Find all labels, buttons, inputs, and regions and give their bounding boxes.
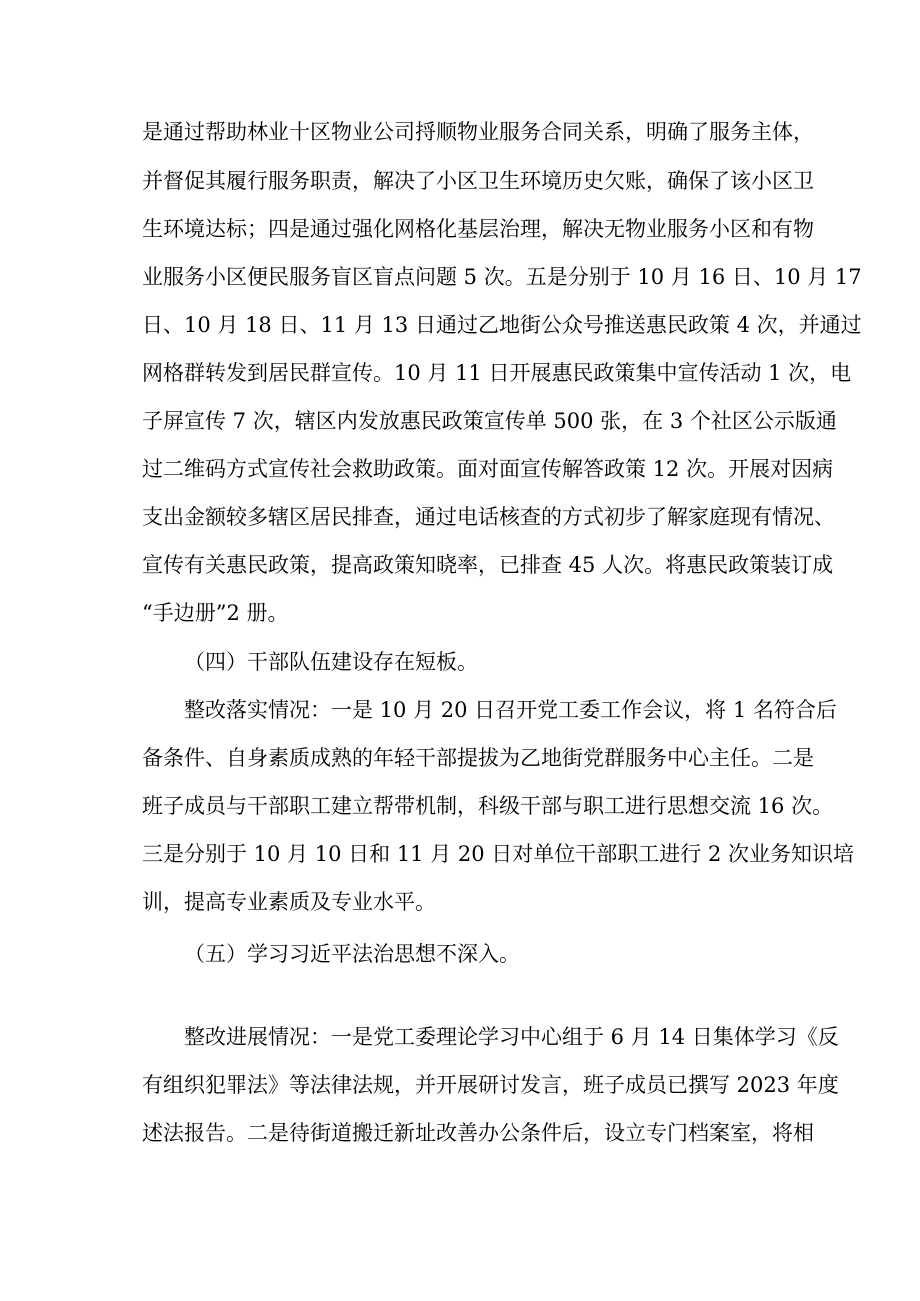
paragraph-line: 有组织犯罪法》等法律法规，并开展研讨发言，班子成员已撰写 2023 年度 (142, 1073, 839, 1097)
paragraph-line: 备条件、自身素质成熟的年轻干部提拔为乙地街党群服务中心主任。二是 (142, 746, 814, 770)
paragraph-line: 整改进展情况：一是党工委理论学习中心组于 6 月 14 日集体学习《反 (184, 1025, 839, 1049)
paragraph-line: 子屏宣传 7 次，辖区内发放惠民政策宣传单 500 张，在 3 个社区公示版通 (142, 409, 837, 433)
section-heading: （五）学习习近平法治思想不深入。 (184, 942, 520, 966)
paragraph-line: 整改落实情况：一是 10 月 20 日召开党工委工作会议，将 1 名符合后 (184, 698, 837, 722)
paragraph-line: 班子成员与干部职工建立帮带机制，科级干部与职工进行思想交流 16 次。 (142, 794, 834, 818)
section-heading: （四）干部队伍建设存在短板。 (184, 650, 478, 674)
paragraph-line: 是通过帮助林业十区物业公司捋顺物业服务合同关系，明确了服务主体， (142, 120, 814, 144)
paragraph-line: 宣传有关惠民政策，提高政策知晓率，已排查 45 人次。将惠民政策装订成 (142, 553, 834, 577)
paragraph-line: 日、10 月 18 日、11 月 13 日通过乙地街公众号推送惠民政策 4 次，并通过 (142, 313, 862, 337)
paragraph-line: 过二维码方式宣传社会救助政策。面对面宣传解答政策 12 次。开展对因病 (142, 457, 834, 481)
paragraph-line: 业服务小区便民服务盲区盲点问题 5 次。五是分别于 10 月 16 日、10 月 17 (142, 265, 862, 289)
paragraph-line: 述法报告。二是待街道搬迁新址改善办公条件后，设立专门档案室，将相 (142, 1121, 814, 1145)
paragraph-line: 网格群转发到居民群宣传。10 月 11 日开展惠民政策集中宣传活动 1 次，电 (142, 361, 852, 385)
paragraph-line: 支出金额较多辖区居民排查，通过电话核查的方式初步了解家庭现有情况、 (142, 505, 835, 529)
paragraph-line: 训，提高专业素质及专业水平。 (142, 890, 436, 914)
paragraph-line: 并督促其履行服务职责，解决了小区卫生环境历史欠账，确保了该小区卫 (142, 169, 814, 193)
paragraph-line: “手边册”2 册。 (142, 601, 289, 625)
paragraph-line: 生环境达标；四是通过强化网格化基层治理，解决无物业服务小区和有物 (142, 217, 814, 241)
paragraph-line: 三是分别于 10 月 10 日和 11 月 20 日对单位干部职工进行 2 次业务知识培 (142, 842, 854, 866)
